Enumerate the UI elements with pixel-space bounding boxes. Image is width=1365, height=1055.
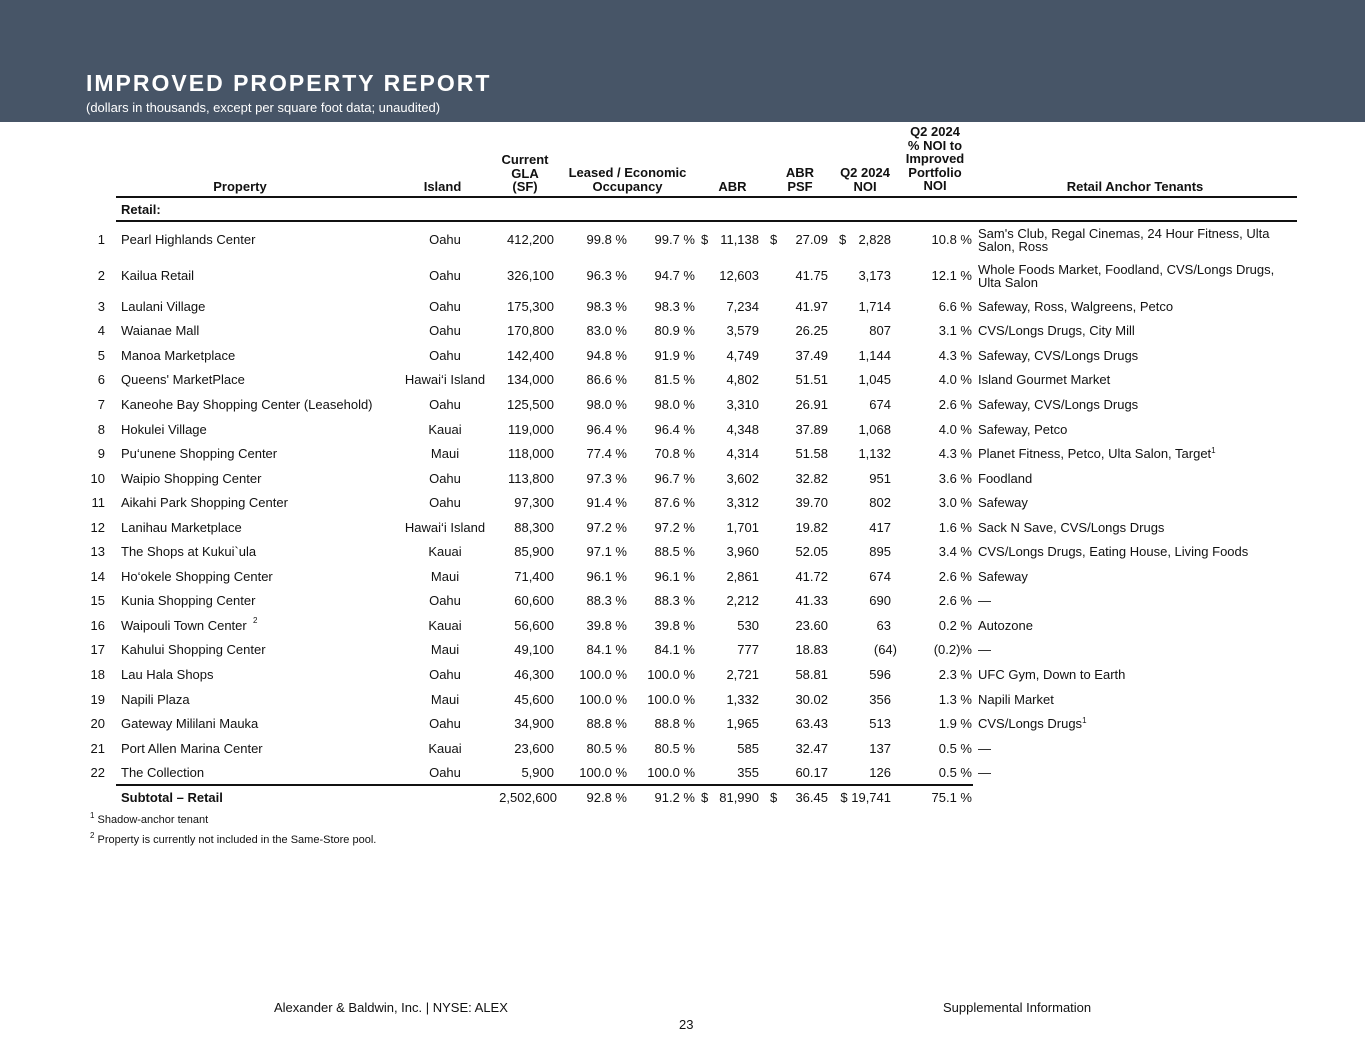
leased-occupancy: 97.3 % — [586, 471, 627, 486]
gla: 23,600 — [514, 741, 554, 756]
anchor-tenants: — — [978, 593, 991, 608]
island: Oahu — [429, 495, 461, 510]
anchor-tenants: Sam's Club, Regal Cinemas, 24 Hour Fitness, Ulta Salon, Ross — [978, 226, 1270, 254]
economic-occupancy: 80.5 % — [654, 741, 695, 756]
subtotal-noi: $ 19,741 — [840, 790, 891, 805]
economic-occupancy: 99.7 % — [654, 232, 695, 247]
anchor-tenants: Safeway, Petco — [978, 422, 1068, 437]
economic-occupancy: 88.5 % — [654, 544, 695, 559]
island: Oahu — [429, 232, 461, 247]
leased-occupancy: 80.5 % — [586, 741, 627, 756]
island: Hawai‘i Island — [404, 372, 486, 387]
footnote-2: $^2$ Property is currently not included in the Same-Store pool. — [90, 831, 377, 846]
subtotal-label: Subtotal – Retail — [121, 790, 223, 805]
island: Kauai — [428, 618, 462, 633]
noi-percent: 0.5 % — [938, 741, 972, 756]
row-number: 14 — [90, 569, 105, 584]
abr: 12,603 — [719, 268, 759, 283]
island: Oahu — [429, 593, 461, 608]
gla: 71,400 — [514, 569, 554, 584]
noi: 802 — [869, 495, 891, 510]
col-header-noi-pct: Q2 2024 % NOI to Improved Portfolio NOI — [905, 124, 965, 193]
property-name: Laulani Village — [121, 299, 206, 314]
abr: 777 — [737, 642, 759, 657]
gla: 119,000 — [507, 422, 554, 437]
subtotal-econ: 91.2 % — [654, 790, 695, 805]
abr: 3,602 — [726, 471, 759, 486]
leased-occupancy: 96.1 % — [586, 569, 627, 584]
gla: 97,300 — [514, 495, 554, 510]
row-number: 18 — [90, 667, 105, 682]
subtotal-psf-currency: $ — [770, 790, 778, 805]
row-number: 3 — [97, 299, 105, 314]
anchor-tenants: Safeway, CVS/Longs Drugs — [978, 348, 1139, 363]
row-number: 7 — [97, 397, 105, 412]
gla: 60,600 — [514, 593, 554, 608]
abr-psf: 51.58 — [795, 446, 828, 461]
noi-percent: 2.6 % — [938, 593, 972, 608]
noi: 1,068 — [858, 422, 891, 437]
economic-occupancy: 88.3 % — [654, 593, 695, 608]
subtotal-abr: 81,990 — [719, 790, 759, 805]
noi-percent: 3.1 % — [938, 323, 972, 338]
island: Oahu — [429, 397, 461, 412]
subtotal-abr-currency: $ — [701, 790, 709, 805]
page-subtitle: (dollars in thousands, except per square foot data; unaudited) — [86, 100, 441, 115]
leased-occupancy: 97.2 % — [586, 520, 627, 535]
property-name: The Collection — [121, 765, 205, 780]
anchor-tenants: Safeway — [978, 569, 1028, 584]
noi-percent: 1.3 % — [938, 692, 972, 707]
gla: 113,800 — [507, 471, 554, 486]
abr: 7,234 — [726, 299, 759, 314]
abr-psf: 41.33 — [795, 593, 828, 608]
abr: 585 — [737, 741, 759, 756]
anchor-tenants: CVS/Longs Drugs, City Mill — [978, 323, 1135, 338]
subtotal-pct: 75.1 % — [931, 790, 972, 805]
footer-company: Alexander & Baldwin, Inc. | NYSE: ALEX — [274, 1000, 508, 1015]
economic-occupancy: 91.9 % — [654, 348, 695, 363]
property-name: Waipio Shopping Center — [121, 471, 262, 486]
abr-psf: 41.75 — [795, 268, 828, 283]
noi-percent: 1.6 % — [938, 520, 972, 535]
economic-occupancy: 39.8 % — [654, 618, 695, 633]
property-name: Lau Hala Shops — [121, 667, 214, 682]
leased-occupancy: 100.0 % — [579, 667, 627, 682]
row-number: 4 — [97, 323, 105, 338]
noi: 674 — [869, 569, 891, 584]
gla: 170,800 — [507, 323, 554, 338]
anchor-tenants: UFC Gym, Down to Earth — [978, 667, 1126, 682]
noi: 1,714 — [858, 299, 891, 314]
gla: 46,300 — [514, 667, 554, 682]
economic-occupancy: 96.7 % — [654, 471, 695, 486]
noi-percent: 1.9 % — [938, 716, 972, 731]
row-number: 5 — [97, 348, 105, 363]
section-label: Retail: — [121, 202, 161, 217]
col-header-occupancy: Leased / Economic Occupancy — [568, 165, 687, 194]
economic-occupancy: 87.6 % — [654, 495, 695, 510]
row-number: 20 — [90, 716, 105, 731]
noi: 417 — [869, 520, 891, 535]
property-name: Napili Plaza — [121, 692, 190, 707]
economic-occupancy: 70.8 % — [654, 446, 695, 461]
property-name: Kunia Shopping Center — [121, 593, 256, 608]
property-name: Ho‘okele Shopping Center — [121, 569, 273, 584]
property-name: Queens' MarketPlace — [121, 372, 245, 387]
abr: 1,965 — [726, 716, 759, 731]
header-rule — [116, 196, 1297, 198]
abr: 3,312 — [726, 495, 759, 510]
noi-percent: 10.8 % — [931, 232, 972, 247]
island: Oahu — [429, 299, 461, 314]
row-number: 21 — [90, 741, 105, 756]
economic-occupancy: 100.0 % — [647, 765, 695, 780]
row-number: 17 — [90, 642, 105, 657]
leased-occupancy: 100.0 % — [579, 692, 627, 707]
row-number: 2 — [97, 268, 105, 283]
economic-occupancy: 100.0 % — [647, 667, 695, 682]
gla: 142,400 — [507, 348, 554, 363]
noi-percent: 3.4 % — [938, 544, 972, 559]
abr-psf: 37.89 — [795, 422, 828, 437]
abr: 3,579 — [726, 323, 759, 338]
noi: 1,045 — [858, 372, 891, 387]
leased-occupancy: 96.4 % — [586, 422, 627, 437]
leased-occupancy: 98.0 % — [586, 397, 627, 412]
property-name: Kaneohe Bay Shopping Center (Leasehold) — [121, 397, 373, 412]
island: Maui — [430, 642, 460, 657]
anchor-tenants: Sack N Save, CVS/Longs Drugs — [978, 520, 1165, 535]
noi-percent: 0.5 % — [938, 765, 972, 780]
noi-percent: 4.3 % — [938, 348, 972, 363]
gla: 326,100 — [507, 268, 554, 283]
abr-psf: 19.82 — [795, 520, 828, 535]
property-name: Lanihau Marketplace — [121, 520, 242, 535]
island: Maui — [430, 692, 460, 707]
economic-occupancy: 100.0 % — [647, 692, 695, 707]
abr-psf: 60.17 — [795, 765, 828, 780]
property-name: Kahului Shopping Center — [121, 642, 266, 657]
footnote-marker: 1 — [1211, 446, 1216, 455]
anchor-tenants: Island Gourmet Market — [978, 372, 1111, 387]
abr-psf: 41.97 — [795, 299, 828, 314]
abr: 1,701 — [726, 520, 759, 535]
col-header-abr-psf: ABR PSF — [785, 165, 815, 194]
abr-psf: 26.91 — [795, 397, 828, 412]
anchor-tenants: Foodland — [978, 471, 1033, 486]
economic-occupancy: 81.5 % — [654, 372, 695, 387]
row-number: 22 — [90, 765, 105, 780]
abr-psf: 32.47 — [795, 741, 828, 756]
island: Oahu — [429, 471, 461, 486]
noi: 356 — [869, 692, 891, 707]
footnote-marker: 1 — [1082, 716, 1087, 725]
anchor-tenants: CVS/Longs Drugs, Eating House, Living Foods — [978, 544, 1249, 559]
island: Hawai‘i Island — [404, 520, 486, 535]
row-number: 13 — [90, 544, 105, 559]
noi: 513 — [869, 716, 891, 731]
row-number: 6 — [97, 372, 105, 387]
economic-occupancy: 98.3 % — [654, 299, 695, 314]
noi: 2,828 — [858, 232, 891, 247]
gla: 49,100 — [514, 642, 554, 657]
abr-psf: 52.05 — [795, 544, 828, 559]
col-header-abr: ABR — [718, 179, 747, 194]
abr-psf: 23.60 — [795, 618, 828, 633]
noi-percent: 2.6 % — [938, 397, 972, 412]
footer-section: Supplemental Information — [943, 1000, 1092, 1015]
noi: 951 — [869, 471, 891, 486]
anchor-tenants: Planet Fitness, Petco, Ulta Salon, Target$^1$ — [978, 446, 1216, 461]
col-header-gla: Current GLA (SF) — [501, 152, 549, 194]
noi-percent: 4.0 % — [938, 422, 972, 437]
island: Oahu — [429, 667, 461, 682]
property-name: Port Allen Marina Center — [121, 741, 263, 756]
island: Oahu — [429, 765, 461, 780]
island: Oahu — [429, 268, 461, 283]
abr: 1,332 — [726, 692, 759, 707]
subtotal-rule — [116, 784, 973, 786]
property-name: Gateway Mililani Mauka — [121, 716, 259, 731]
abr-psf: 51.51 — [795, 372, 828, 387]
economic-occupancy: 88.8 % — [654, 716, 695, 731]
noi-percent: 6.6 % — [938, 299, 972, 314]
leased-occupancy: 77.4 % — [586, 446, 627, 461]
leased-occupancy: 88.8 % — [586, 716, 627, 731]
noi: 3,173 — [858, 268, 891, 283]
abr: 4,802 — [726, 372, 759, 387]
noi-percent: 4.3 % — [938, 446, 972, 461]
footnote-1: $^1$ Shadow-anchor tenant — [90, 811, 209, 826]
row-number: 1 — [97, 232, 105, 247]
subtotal-leased: 92.8 % — [586, 790, 627, 805]
leased-occupancy: 94.8 % — [586, 348, 627, 363]
economic-occupancy: 84.1 % — [654, 642, 695, 657]
noi-percent: 3.0 % — [938, 495, 972, 510]
page-number: 23 — [679, 1017, 694, 1032]
leased-occupancy: 88.3 % — [586, 593, 627, 608]
gla: 88,300 — [514, 520, 554, 535]
leased-occupancy: 97.1 % — [586, 544, 627, 559]
leased-occupancy: 39.8 % — [586, 618, 627, 633]
row-number: 12 — [90, 520, 105, 535]
abr-psf: 26.25 — [795, 323, 828, 338]
abr-psf: 41.72 — [795, 569, 828, 584]
anchor-tenants: Whole Foods Market, Foodland, CVS/Longs Drugs, Ulta Salon — [978, 262, 1275, 290]
noi-percent: 2.6 % — [938, 569, 972, 584]
col-header-island: Island — [423, 179, 462, 194]
property-name: Waianae Mall — [121, 323, 200, 338]
abr: 3,310 — [726, 397, 759, 412]
economic-occupancy: 96.1 % — [654, 569, 695, 584]
subtotal-psf: 36.45 — [795, 790, 828, 805]
island: Kauai — [428, 741, 462, 756]
abr-psf: 58.81 — [795, 667, 828, 682]
island: Oahu — [429, 323, 461, 338]
island: Maui — [430, 569, 460, 584]
gla: 34,900 — [514, 716, 554, 731]
leased-occupancy: 86.6 % — [586, 372, 627, 387]
island: Maui — [430, 446, 460, 461]
gla: 175,300 — [507, 299, 554, 314]
leased-occupancy: 99.8 % — [586, 232, 627, 247]
property-name: The Shops at Kukui`ula — [121, 544, 257, 559]
gla: 118,000 — [507, 446, 554, 461]
abr-psf: 39.70 — [795, 495, 828, 510]
abr: 2,861 — [726, 569, 759, 584]
anchor-tenants: Safeway, CVS/Longs Drugs — [978, 397, 1139, 412]
abr: 4,314 — [726, 446, 759, 461]
noi: 895 — [869, 544, 891, 559]
gla: 125,500 — [507, 397, 554, 412]
row-number: 8 — [97, 422, 105, 437]
abr: 4,348 — [726, 422, 759, 437]
gla: 85,900 — [514, 544, 554, 559]
noi-percent: 12.1 % — [931, 268, 972, 283]
row-number: 16 — [90, 618, 105, 633]
leased-occupancy: 100.0 % — [579, 765, 627, 780]
island: Oahu — [429, 716, 461, 731]
economic-occupancy: 80.9 % — [654, 323, 695, 338]
abr: 4,749 — [726, 348, 759, 363]
noi: 596 — [869, 667, 891, 682]
property-name: Kailua Retail — [121, 268, 194, 283]
row-number: 10 — [90, 471, 105, 486]
property-name: Pearl Highlands Center — [121, 232, 256, 247]
anchor-tenants: — — [978, 642, 991, 657]
noi-percent: 0.2 % — [938, 618, 972, 633]
noi: 63 — [876, 618, 891, 633]
col-header-noi: Q2 2024 NOI — [840, 165, 890, 194]
anchor-tenants: — — [978, 765, 991, 780]
gla: 56,600 — [514, 618, 554, 633]
abr-psf: 27.09 — [795, 232, 828, 247]
abr: 3,960 — [726, 544, 759, 559]
noi-percent: (0.2)% — [933, 642, 972, 657]
abr-psf: 32.82 — [795, 471, 828, 486]
noi: 1,144 — [858, 348, 891, 363]
section-rule — [116, 220, 1297, 222]
abr: 11,138 — [720, 232, 759, 247]
economic-occupancy: 94.7 % — [654, 268, 695, 283]
noi: 674 — [869, 397, 891, 412]
row-number: 11 — [91, 495, 105, 510]
header-banner — [0, 0, 1365, 122]
noi-percent: 3.6 % — [938, 471, 972, 486]
row-number: 19 — [90, 692, 105, 707]
noi: (64) — [873, 642, 897, 657]
noi-currency: $ — [839, 232, 847, 247]
noi: 1,132 — [858, 446, 891, 461]
island: Oahu — [429, 348, 461, 363]
property-name: Manoa Marketplace — [121, 348, 236, 363]
property-name: Waipouli Town Center — [121, 618, 247, 633]
property-name: Pu‘unene Shopping Center — [121, 446, 278, 461]
leased-occupancy: 84.1 % — [586, 642, 627, 657]
gla: 412,200 — [507, 232, 554, 247]
abr: 355 — [737, 765, 759, 780]
noi: 137 — [869, 741, 891, 756]
economic-occupancy: 98.0 % — [654, 397, 695, 412]
economic-occupancy: 96.4 % — [654, 422, 695, 437]
anchor-tenants: Autozone — [978, 618, 1033, 633]
abr: 530 — [737, 618, 759, 633]
subtotal-gla: 2,502,600 — [499, 790, 557, 805]
noi: 690 — [869, 593, 891, 608]
leased-occupancy: 83.0 % — [586, 323, 627, 338]
noi: 126 — [869, 765, 891, 780]
island: Kauai — [428, 422, 462, 437]
abr-psf: 30.02 — [795, 692, 828, 707]
abr: 2,212 — [726, 593, 759, 608]
anchor-tenants: Napili Market — [978, 692, 1054, 707]
noi-percent: 4.0 % — [938, 372, 972, 387]
abr-psf: 63.43 — [795, 716, 828, 731]
abr: 2,721 — [726, 667, 759, 682]
abr-psf: 37.49 — [795, 348, 828, 363]
economic-occupancy: 97.2 % — [654, 520, 695, 535]
leased-occupancy: 96.3 % — [586, 268, 627, 283]
footnote-marker: 2 — [253, 616, 258, 625]
row-number: 15 — [90, 593, 105, 608]
leased-occupancy: 91.4 % — [586, 495, 627, 510]
noi-percent: 2.3 % — [938, 667, 972, 682]
row-number: 9 — [97, 446, 105, 461]
psf-currency: $ — [770, 232, 778, 247]
property-name: Aikahi Park Shopping Center — [121, 495, 288, 510]
noi: 807 — [869, 323, 891, 338]
col-header-property: Property — [213, 179, 267, 194]
anchor-tenants: Safeway — [978, 495, 1028, 510]
abr-currency: $ — [701, 232, 709, 247]
abr-psf: 18.83 — [795, 642, 828, 657]
island: Kauai — [428, 544, 462, 559]
gla: 134,000 — [507, 372, 554, 387]
anchor-tenants: CVS/Longs Drugs$^1$ — [978, 716, 1087, 731]
gla: 5,900 — [521, 765, 554, 780]
page-title: IMPROVED PROPERTY REPORT — [86, 70, 492, 96]
property-name: Hokulei Village — [121, 422, 207, 437]
anchor-tenants: — — [978, 741, 991, 756]
col-header-anchors: Retail Anchor Tenants — [1066, 179, 1204, 194]
leased-occupancy: 98.3 % — [586, 299, 627, 314]
anchor-tenants: Safeway, Ross, Walgreens, Petco — [978, 299, 1174, 314]
gla: 45,600 — [514, 692, 554, 707]
